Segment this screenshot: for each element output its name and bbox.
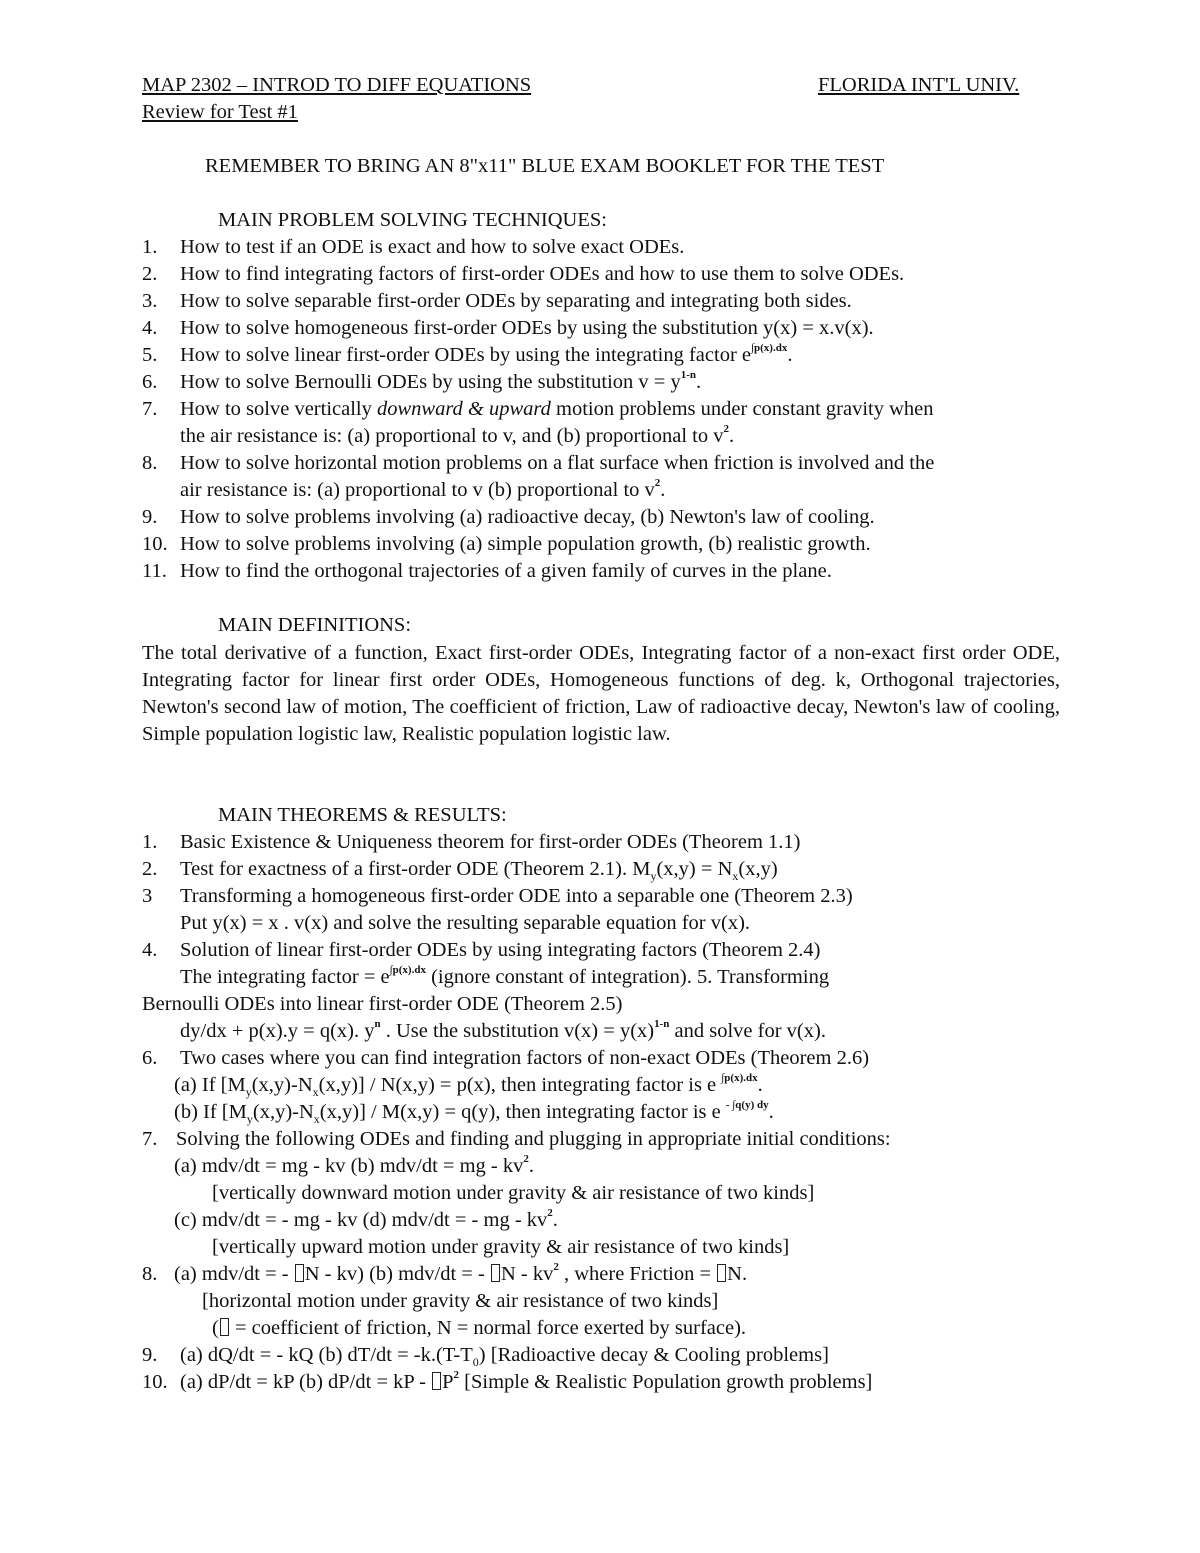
theorem-line: Bernoulli ODEs into linear first-order ODE (Theorem 2.5) bbox=[142, 993, 623, 1015]
missing-glyph-icon bbox=[491, 1264, 500, 1282]
theorem-line: (c) mdv/dt = - mg - kv (d) mdv/dt = - mg - $kv^2$. bbox=[174, 1207, 558, 1231]
list-item: 1. How to test if an ODE is exact and how to solve exact ODEs. bbox=[142, 236, 685, 258]
missing-glyph-icon bbox=[220, 1318, 229, 1336]
theorem-line: (a) mdv/dt = mg - kv (b) mdv/dt = mg - $kv^2$. bbox=[174, 1153, 534, 1177]
list-item: 9. How to solve problems involving (a) radioactive decay, (b) Newton's law of cooling. bbox=[142, 506, 875, 528]
theorem-line: Put y(x) = x . v(x) and solve the resulting separable equation for v(x). bbox=[180, 912, 751, 934]
review-subtitle: Review for Test #1 bbox=[142, 101, 298, 123]
theorems-heading: MAIN THEOREMS & RESULTS: bbox=[218, 804, 507, 826]
theorem-item: 10. (a) dP/dt = kP (b) dP/dt = kP - $P^2$ [Simple & Realistic Population growth problems] bbox=[142, 1369, 873, 1393]
list-item: 10. How to solve problems involving (a) simple population growth, (b) realistic growth. bbox=[142, 533, 871, 555]
course-title: MAP 2302 – INTROD TO DIFF EQUATIONS bbox=[142, 74, 532, 96]
theorem-line: dy/dx + p(x).y = q(x). $y^n$ . Use the substitution $v(x) = y(x)^{1-n}$ and solve for v(x). bbox=[180, 1018, 826, 1042]
theorem-line: [horizontal motion under gravity & air resistance of two kinds] bbox=[202, 1290, 719, 1312]
theorems-list bbox=[142, 829, 1072, 1396]
theorem-item: 7. Solving the following ODEs and finding and plugging in appropriate initial conditions: bbox=[142, 1128, 891, 1150]
theorem-item: 8. (a) mdv/dt = - N - kv) (b) mdv/dt = - N - $kv^2$ , where Friction = N. bbox=[142, 1261, 748, 1285]
theorem-item: 2. Test for exactness of a first-order ODE (Theorem 2.1). $M_y(x,y) = N_x(x,y)$ bbox=[142, 858, 778, 884]
exam-reminder: REMEMBER TO BRING AN 8"x11" BLUE EXAM BOOKLET FOR THE TEST bbox=[205, 155, 885, 177]
definitions-heading: MAIN DEFINITIONS: bbox=[218, 614, 412, 636]
university-name: FLORIDA INT'L UNIV. bbox=[818, 74, 1020, 96]
list-item: 8. How to solve horizontal motion problems on a flat surface when friction is involved and the air resistance is: (a) proportional to v (b) proportional to $v^2$. bbox=[142, 452, 935, 501]
missing-glyph-icon bbox=[717, 1264, 726, 1282]
techniques-list bbox=[142, 234, 1072, 585]
theorem-line: The integrating factor = $e^{\int p(x).dx}$ (ignore constant of integration). 5. Transforming bbox=[180, 964, 830, 988]
techniques-heading: MAIN PROBLEM SOLVING TECHNIQUES: bbox=[218, 209, 607, 231]
theorem-item: 3 Transforming a homogeneous first-order ODE into a separable one (Theorem 2.3) bbox=[142, 885, 853, 907]
missing-glyph-icon bbox=[432, 1372, 441, 1390]
theorem-line: (b) If $[M_y(x,y)-N_x(x,y)] / M(x,y) = q(y)$, then integrating factor is e $^{- \int q(y) dy}$. bbox=[174, 1099, 774, 1127]
list-item: 7. How to solve vertically downward & upward motion problems under constant gravity when the air resistance is: (a) proportional to v, and (b) proportional to $v^2$. bbox=[142, 398, 934, 447]
list-item: 11. How to find the orthogonal trajectories of a given family of curves in the plane. bbox=[142, 560, 832, 582]
theorem-line: ( = coefficient of friction, N = normal force exerted by surface). bbox=[212, 1317, 747, 1339]
theorem-line: [vertically downward motion under gravity & air resistance of two kinds] bbox=[212, 1182, 815, 1204]
theorem-item: 6. Two cases where you can find integration factors of non-exact ODEs (Theorem 2.6) bbox=[142, 1047, 870, 1069]
definitions-text: The total derivative of a function, Exact first-order ODEs, Integrating factor of a non-exact first order ODE, Integrating factor for linear first order ODEs, Homogeneous functions of deg. k, Orthogonal trajectories, Newton's second law of motion, The coefficient of friction, Law of radioactive decay, Newton's law of cooling, Simple population logistic law, Realistic population logistic law. bbox=[142, 642, 1060, 745]
theorem-line: (a) If $[M_y(x,y)-N_x(x,y)] / N(x,y) = p(x)$, then integrating factor is e $^{\int p(x).dx}$. bbox=[174, 1072, 763, 1100]
list-item: 2. How to find integrating factors of first-order ODEs and how to use them to solve ODEs. bbox=[142, 263, 905, 285]
theorem-item: 4. Solution of linear first-order ODEs by using integrating factors (Theorem 2.4) bbox=[142, 939, 821, 961]
list-item: 5. How to solve linear first-order ODEs by using the integrating factor $e^{\int p(x).dx}$. bbox=[142, 342, 793, 366]
theorem-item: 1. Basic Existence & Uniqueness theorem for first-order ODEs (Theorem 1.1) bbox=[142, 831, 801, 853]
list-item: 6. How to solve Bernoulli ODEs by using the substitution $v = y^{1-n}$. bbox=[142, 369, 702, 393]
list-item: 4. How to solve homogeneous first-order ODEs by using the substitution y(x) = x.v(x). bbox=[142, 317, 874, 339]
theorem-item: 9. (a) dQ/dt = - kQ (b) $dT/dt = -k.(T-T_0)$ [Radioactive decay & Cooling problems] bbox=[142, 1344, 829, 1370]
missing-glyph-icon bbox=[295, 1264, 304, 1282]
theorem-line: [vertically upward motion under gravity & air resistance of two kinds] bbox=[212, 1236, 790, 1258]
list-item: 3. How to solve separable first-order ODEs by separating and integrating both sides. bbox=[142, 290, 852, 312]
